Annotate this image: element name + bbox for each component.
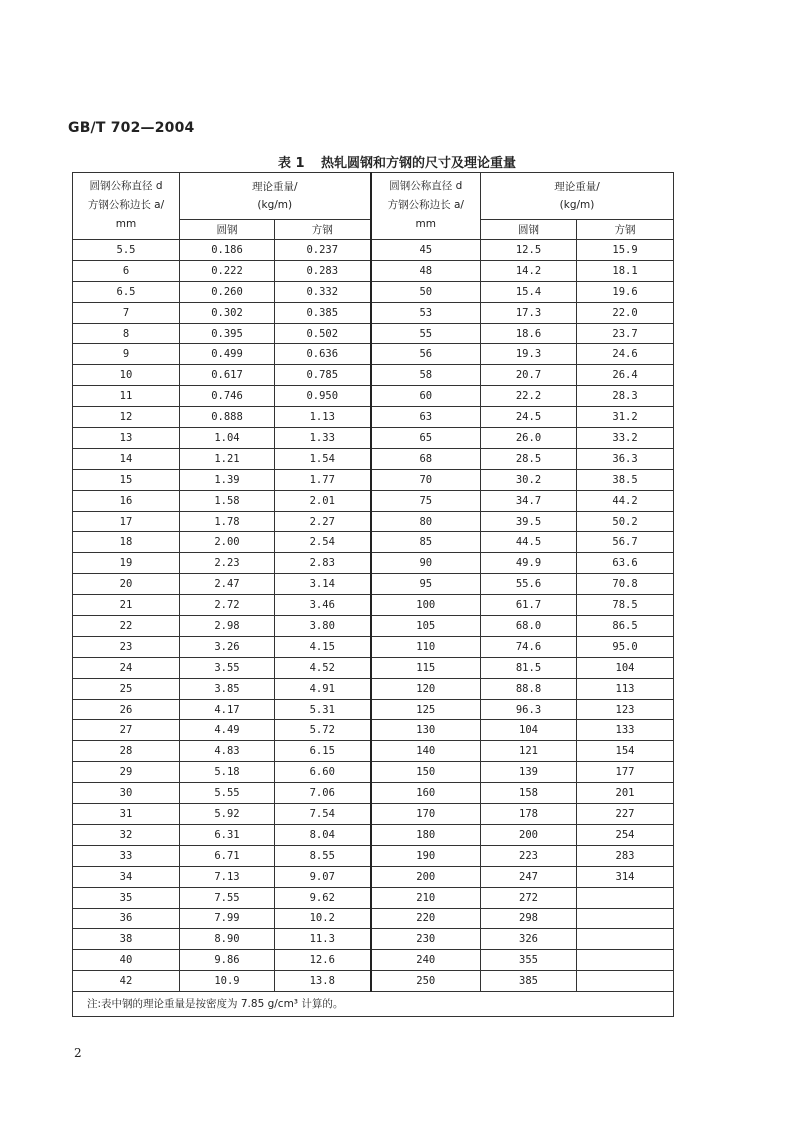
table-row: [73, 678, 674, 699]
table-row: [73, 490, 674, 511]
round-weight-cell: 4.49: [180, 720, 275, 741]
round-weight-cell: 4.83: [180, 741, 275, 762]
square-weight-cell: 0.332: [275, 281, 371, 302]
table-row: [73, 323, 674, 344]
round-weight-cell: 55.6: [481, 574, 577, 595]
size-cell: 56: [371, 344, 481, 365]
table-row: [73, 302, 674, 323]
round-weight-cell: 1.58: [180, 490, 275, 511]
size-cell: 250: [371, 971, 481, 992]
size-header-line2: 方钢公称边长 a/: [387, 199, 464, 211]
size-cell: 35: [73, 887, 180, 908]
square-weight-cell: 8.55: [275, 845, 371, 866]
size-cell: 210: [371, 887, 481, 908]
size-cell: 63: [371, 407, 481, 428]
square-weight-cell: 154: [577, 741, 674, 762]
round-weight-cell: 68.0: [481, 616, 577, 637]
square-weight-cell: 3.80: [275, 616, 371, 637]
round-weight-cell: 39.5: [481, 511, 577, 532]
square-weight-cell: 95.0: [577, 636, 674, 657]
table-row: [73, 762, 674, 783]
size-cell: 29: [73, 762, 180, 783]
square-weight-cell: 201: [577, 783, 674, 804]
round-weight-cell: 17.3: [481, 302, 577, 323]
table-row: [73, 448, 674, 469]
table-caption-number: 表 1: [277, 156, 305, 171]
square-weight-cell: 86.5: [577, 616, 674, 637]
size-cell: 18: [73, 532, 180, 553]
table-row: [73, 783, 674, 804]
table-row: [73, 386, 674, 407]
table-row: [73, 887, 674, 908]
size-cell: 140: [371, 741, 481, 762]
size-cell: 19: [73, 553, 180, 574]
round-weight-cell: 2.47: [180, 574, 275, 595]
size-cell: 200: [371, 866, 481, 887]
square-weight-cell: 50.2: [577, 511, 674, 532]
table-row: [73, 365, 674, 386]
square-weight-cell: 0.385: [275, 302, 371, 323]
table-row: [73, 699, 674, 720]
round-weight-cell: 2.72: [180, 595, 275, 616]
square-weight-cell: 314: [577, 866, 674, 887]
square-weight-cell: 2.54: [275, 532, 371, 553]
size-cell: 30: [73, 783, 180, 804]
table-row: [73, 657, 674, 678]
table-row: [73, 511, 674, 532]
square-weight-cell: 0.237: [275, 240, 371, 261]
size-cell: 33: [73, 845, 180, 866]
round-weight-cell: 0.746: [180, 386, 275, 407]
square-weight-cell: 6.15: [275, 741, 371, 762]
square-weight-cell: 2.01: [275, 490, 371, 511]
size-cell: 28: [73, 741, 180, 762]
round-weight-cell: 28.5: [481, 448, 577, 469]
size-cell: 120: [371, 678, 481, 699]
round-weight-cell: 7.99: [180, 908, 275, 929]
square-steel-header: 方钢: [577, 220, 674, 240]
square-weight-cell: 3.46: [275, 595, 371, 616]
size-cell: 50: [371, 281, 481, 302]
size-cell: 13: [73, 428, 180, 449]
table-row: [73, 741, 674, 762]
table-row: [73, 469, 674, 490]
table-row: [73, 636, 674, 657]
weight-header-unit: (kg/m): [257, 199, 293, 211]
square-weight-cell: 24.6: [577, 344, 674, 365]
size-header-left: [73, 173, 180, 240]
size-cell: 42: [73, 971, 180, 992]
square-weight-cell: 0.785: [275, 365, 371, 386]
round-weight-cell: 61.7: [481, 595, 577, 616]
round-weight-cell: 19.3: [481, 344, 577, 365]
size-cell: 170: [371, 804, 481, 825]
square-weight-cell: 0.636: [275, 344, 371, 365]
table-row: [73, 240, 674, 261]
round-weight-cell: 2.00: [180, 532, 275, 553]
round-weight-cell: 1.39: [180, 469, 275, 490]
table-caption-title: 热轧圆钢和方钢的尺寸及理论重量: [321, 156, 517, 171]
round-weight-cell: 34.7: [481, 490, 577, 511]
square-weight-cell: [577, 929, 674, 950]
round-weight-cell: 2.98: [180, 616, 275, 637]
size-cell: 23: [73, 636, 180, 657]
size-cell: 17: [73, 511, 180, 532]
square-weight-cell: 4.91: [275, 678, 371, 699]
square-weight-cell: 78.5: [577, 595, 674, 616]
size-cell: 6.5: [73, 281, 180, 302]
size-cell: 230: [371, 929, 481, 950]
round-weight-cell: 3.55: [180, 657, 275, 678]
round-weight-cell: 200: [481, 824, 577, 845]
table-row: [73, 908, 674, 929]
round-weight-cell: 49.9: [481, 553, 577, 574]
table-row: [73, 950, 674, 971]
round-weight-cell: 2.23: [180, 553, 275, 574]
square-weight-cell: 44.2: [577, 490, 674, 511]
size-cell: 8: [73, 323, 180, 344]
size-cell: 240: [371, 950, 481, 971]
table-body: [73, 240, 674, 992]
square-weight-cell: 11.3: [275, 929, 371, 950]
square-weight-cell: 9.62: [275, 887, 371, 908]
round-weight-cell: 0.888: [180, 407, 275, 428]
round-weight-cell: 104: [481, 720, 577, 741]
size-header-line2: 方钢公称边长 a/: [87, 199, 165, 211]
size-header-unit: mm: [115, 218, 137, 230]
table-row: [73, 428, 674, 449]
square-weight-cell: 0.502: [275, 323, 371, 344]
table-row: [73, 845, 674, 866]
round-weight-cell: 96.3: [481, 699, 577, 720]
size-header-right: [371, 173, 481, 240]
square-weight-cell: 70.8: [577, 574, 674, 595]
table-row: [73, 971, 674, 992]
size-cell: 38: [73, 929, 180, 950]
size-cell: 100: [371, 595, 481, 616]
table-row: [73, 553, 674, 574]
size-cell: 45: [371, 240, 481, 261]
round-weight-cell: 5.18: [180, 762, 275, 783]
round-weight-cell: 0.260: [180, 281, 275, 302]
table-note: 注:表中钢的理论重量是按密度为 7.85 g/cm³ 计算的。: [73, 992, 674, 1017]
size-cell: 85: [371, 532, 481, 553]
square-weight-cell: [577, 887, 674, 908]
round-weight-cell: 139: [481, 762, 577, 783]
round-weight-cell: 178: [481, 804, 577, 825]
table-row: [73, 929, 674, 950]
weight-header-unit: (kg/m): [559, 199, 595, 211]
page-number: 2: [74, 1046, 82, 1060]
round-weight-cell: 158: [481, 783, 577, 804]
square-weight-cell: 56.7: [577, 532, 674, 553]
square-weight-cell: 28.3: [577, 386, 674, 407]
square-weight-cell: 33.2: [577, 428, 674, 449]
round-weight-cell: 1.78: [180, 511, 275, 532]
square-weight-cell: 8.04: [275, 824, 371, 845]
round-weight-cell: 22.2: [481, 386, 577, 407]
round-weight-cell: 14.2: [481, 260, 577, 281]
round-steel-header: 圆钢: [481, 220, 577, 240]
size-cell: 11: [73, 386, 180, 407]
table-row: [73, 720, 674, 741]
round-weight-cell: 355: [481, 950, 577, 971]
round-weight-cell: 20.7: [481, 365, 577, 386]
size-cell: 95: [371, 574, 481, 595]
square-weight-cell: [577, 908, 674, 929]
size-cell: 220: [371, 908, 481, 929]
size-cell: 40: [73, 950, 180, 971]
round-weight-cell: 3.26: [180, 636, 275, 657]
round-weight-cell: 5.55: [180, 783, 275, 804]
square-weight-cell: 1.77: [275, 469, 371, 490]
size-cell: 34: [73, 866, 180, 887]
square-weight-cell: 5.72: [275, 720, 371, 741]
round-weight-cell: 272: [481, 887, 577, 908]
square-weight-cell: 4.52: [275, 657, 371, 678]
round-weight-cell: 6.31: [180, 824, 275, 845]
size-cell: 190: [371, 845, 481, 866]
weight-header-line1: 理论重量/: [251, 181, 298, 193]
square-weight-cell: 10.2: [275, 908, 371, 929]
square-weight-cell: 1.33: [275, 428, 371, 449]
square-weight-cell: 9.07: [275, 866, 371, 887]
table-row: [73, 866, 674, 887]
size-cell: 70: [371, 469, 481, 490]
round-weight-cell: 1.21: [180, 448, 275, 469]
square-weight-cell: 3.14: [275, 574, 371, 595]
size-cell: 60: [371, 386, 481, 407]
square-steel-header: 方钢: [275, 220, 371, 240]
square-weight-cell: 177: [577, 762, 674, 783]
round-weight-cell: 44.5: [481, 532, 577, 553]
square-weight-cell: [577, 971, 674, 992]
size-cell: 27: [73, 720, 180, 741]
round-weight-cell: 0.302: [180, 302, 275, 323]
round-weight-cell: 0.395: [180, 323, 275, 344]
size-cell: 21: [73, 595, 180, 616]
size-cell: 180: [371, 824, 481, 845]
size-header-line1: 圆钢公称直径 d: [389, 180, 463, 192]
steel-size-weight-table: [72, 172, 674, 1017]
size-cell: 32: [73, 824, 180, 845]
table-row: [73, 595, 674, 616]
size-cell: 24: [73, 657, 180, 678]
square-weight-cell: 2.27: [275, 511, 371, 532]
square-weight-cell: 0.950: [275, 386, 371, 407]
size-cell: 5.5: [73, 240, 180, 261]
square-weight-cell: [577, 950, 674, 971]
standard-code: GB/T 702—2004: [68, 120, 195, 136]
square-weight-cell: 7.06: [275, 783, 371, 804]
round-weight-cell: 15.4: [481, 281, 577, 302]
size-cell: 22: [73, 616, 180, 637]
round-steel-header: 圆钢: [180, 220, 275, 240]
round-weight-cell: 385: [481, 971, 577, 992]
table-row: [73, 804, 674, 825]
round-weight-cell: 7.13: [180, 866, 275, 887]
square-weight-cell: 13.8: [275, 971, 371, 992]
table-row: [73, 616, 674, 637]
square-weight-cell: 63.6: [577, 553, 674, 574]
round-weight-cell: 298: [481, 908, 577, 929]
square-weight-cell: 1.54: [275, 448, 371, 469]
round-weight-cell: 88.8: [481, 678, 577, 699]
round-weight-cell: 223: [481, 845, 577, 866]
table-row: [73, 260, 674, 281]
size-cell: 26: [73, 699, 180, 720]
size-cell: 68: [371, 448, 481, 469]
square-weight-cell: 18.1: [577, 260, 674, 281]
round-weight-cell: 18.6: [481, 323, 577, 344]
size-cell: 55: [371, 323, 481, 344]
table-row: [73, 407, 674, 428]
square-weight-cell: 2.83: [275, 553, 371, 574]
size-cell: 53: [371, 302, 481, 323]
square-weight-cell: 4.15: [275, 636, 371, 657]
square-weight-cell: 227: [577, 804, 674, 825]
round-weight-cell: 5.92: [180, 804, 275, 825]
square-weight-cell: 23.7: [577, 323, 674, 344]
round-weight-cell: 9.86: [180, 950, 275, 971]
size-cell: 160: [371, 783, 481, 804]
square-weight-cell: 5.31: [275, 699, 371, 720]
square-weight-cell: 283: [577, 845, 674, 866]
round-weight-cell: 326: [481, 929, 577, 950]
table-row: [73, 281, 674, 302]
size-cell: 150: [371, 762, 481, 783]
size-cell: 58: [371, 365, 481, 386]
round-weight-cell: 0.617: [180, 365, 275, 386]
round-weight-cell: 74.6: [481, 636, 577, 657]
round-weight-cell: 0.222: [180, 260, 275, 281]
square-weight-cell: 31.2: [577, 407, 674, 428]
size-cell: 75: [371, 490, 481, 511]
round-weight-cell: 4.17: [180, 699, 275, 720]
round-weight-cell: 6.71: [180, 845, 275, 866]
size-cell: 7: [73, 302, 180, 323]
square-weight-cell: 133: [577, 720, 674, 741]
size-cell: 10: [73, 365, 180, 386]
table-row: [73, 344, 674, 365]
round-weight-cell: 26.0: [481, 428, 577, 449]
square-weight-cell: 15.9: [577, 240, 674, 261]
size-cell: 31: [73, 804, 180, 825]
round-weight-cell: 24.5: [481, 407, 577, 428]
size-cell: 65: [371, 428, 481, 449]
table-row: [73, 824, 674, 845]
round-weight-cell: 121: [481, 741, 577, 762]
size-cell: 12: [73, 407, 180, 428]
round-weight-cell: 30.2: [481, 469, 577, 490]
size-cell: 20: [73, 574, 180, 595]
round-weight-cell: 10.9: [180, 971, 275, 992]
size-cell: 115: [371, 657, 481, 678]
size-cell: 36: [73, 908, 180, 929]
round-weight-cell: 247: [481, 866, 577, 887]
size-cell: 6: [73, 260, 180, 281]
size-cell: 110: [371, 636, 481, 657]
table-row: [73, 574, 674, 595]
square-weight-cell: 254: [577, 824, 674, 845]
round-weight-cell: 8.90: [180, 929, 275, 950]
square-weight-cell: 12.6: [275, 950, 371, 971]
square-weight-cell: 22.0: [577, 302, 674, 323]
size-cell: 25: [73, 678, 180, 699]
weight-header-right: [481, 173, 674, 220]
round-weight-cell: 81.5: [481, 657, 577, 678]
table-row: [73, 532, 674, 553]
size-header-unit: mm: [415, 218, 436, 230]
size-cell: 48: [371, 260, 481, 281]
round-weight-cell: 0.186: [180, 240, 275, 261]
square-weight-cell: 113: [577, 678, 674, 699]
square-weight-cell: 7.54: [275, 804, 371, 825]
square-weight-cell: 123: [577, 699, 674, 720]
weight-header-left: [180, 173, 371, 220]
round-weight-cell: 3.85: [180, 678, 275, 699]
table-caption: [0, 152, 794, 171]
square-weight-cell: 38.5: [577, 469, 674, 490]
square-weight-cell: 19.6: [577, 281, 674, 302]
square-weight-cell: 6.60: [275, 762, 371, 783]
round-weight-cell: 7.55: [180, 887, 275, 908]
size-cell: 125: [371, 699, 481, 720]
square-weight-cell: 0.283: [275, 260, 371, 281]
size-cell: 9: [73, 344, 180, 365]
size-cell: 16: [73, 490, 180, 511]
square-weight-cell: 26.4: [577, 365, 674, 386]
round-weight-cell: 12.5: [481, 240, 577, 261]
weight-header-line1: 理论重量/: [554, 181, 600, 193]
square-weight-cell: 104: [577, 657, 674, 678]
size-cell: 15: [73, 469, 180, 490]
size-cell: 130: [371, 720, 481, 741]
square-weight-cell: 36.3: [577, 448, 674, 469]
size-cell: 80: [371, 511, 481, 532]
size-cell: 14: [73, 448, 180, 469]
square-weight-cell: 1.13: [275, 407, 371, 428]
size-header-line1: 圆钢公称直径 d: [89, 180, 163, 192]
size-cell: 105: [371, 616, 481, 637]
round-weight-cell: 1.04: [180, 428, 275, 449]
round-weight-cell: 0.499: [180, 344, 275, 365]
size-cell: 90: [371, 553, 481, 574]
